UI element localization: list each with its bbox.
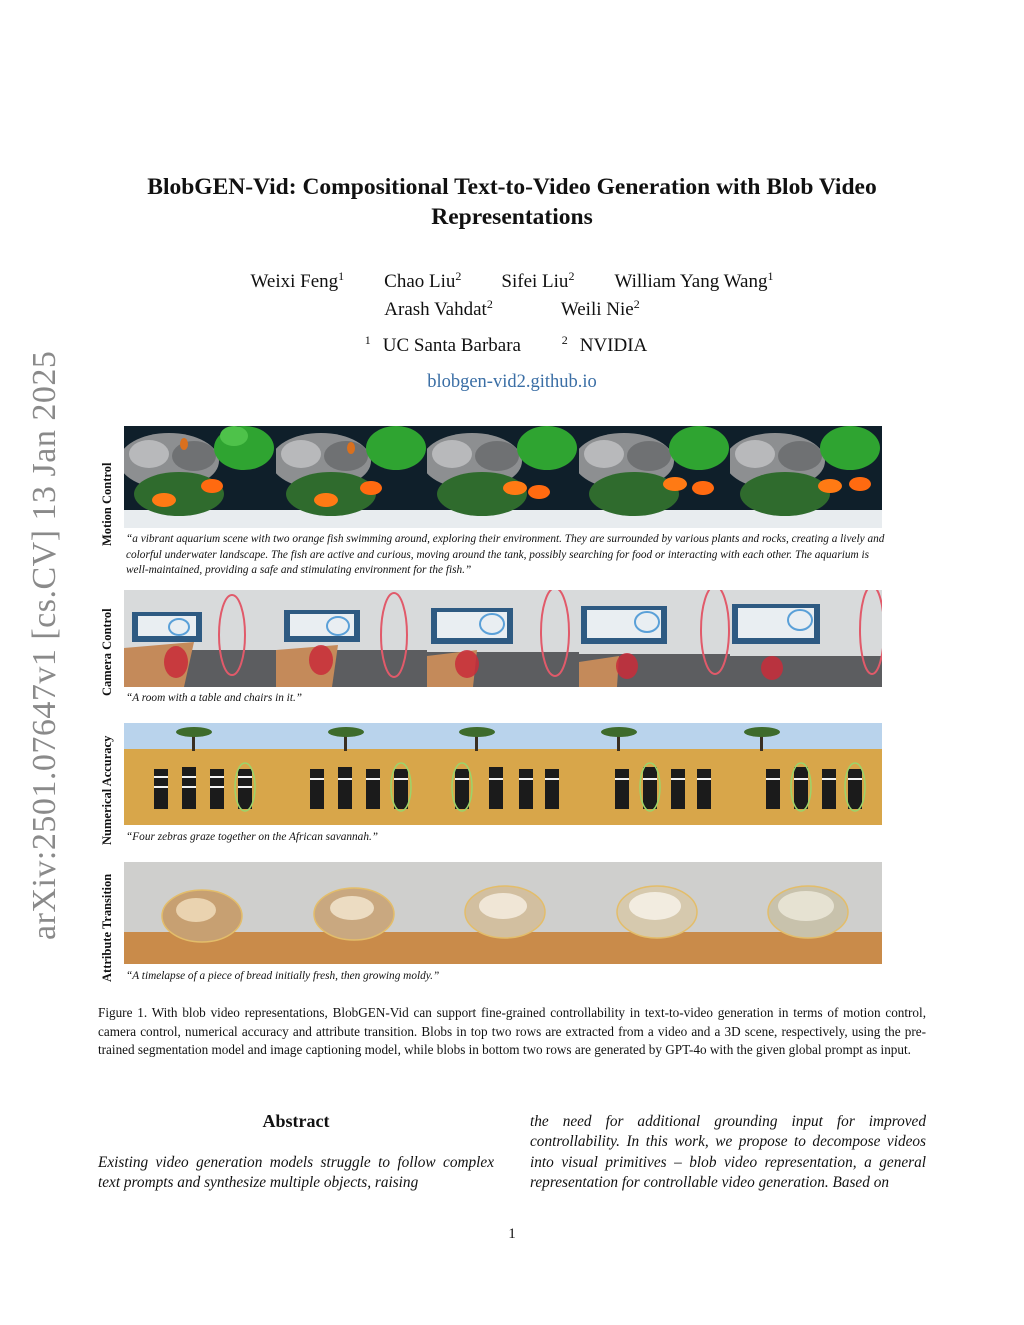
video-frame: [124, 590, 276, 687]
video-frame: [579, 862, 731, 964]
author: Chao Liu$^2$: [384, 269, 462, 292]
figure-row-motion-control: [98, 426, 898, 586]
video-frame: [730, 723, 882, 825]
affiliation: $^1$ UC Santa Barbara: [364, 333, 521, 356]
video-frame: [276, 426, 428, 528]
row-label: Motion Control: [100, 462, 114, 546]
video-frame: [124, 862, 276, 964]
frame-strip: [124, 590, 882, 687]
prompt-caption: “a vibrant aquarium scene with two orange fish swimming around, exploring their environment. They are surrounded by various plants and rocks, creating a lively and colorful underwater landscape. The fish are active and curious, moving around the tank, possibly searching for food or interacting with each other. The aquarium is well-maintained, providing a safe and stimulating environment for the fish.”: [126, 533, 885, 577]
abstract-text-right: the need for additional grounding input for improved controllability. In this work, we propose to decompose videos into visual primitives – blob video representation, a general representation for controllable video generation. Based on: [530, 1113, 926, 1191]
frame-strip: [124, 426, 882, 528]
video-frame: [730, 862, 882, 964]
row-label: Attribute Transition: [100, 873, 114, 982]
affiliations: [100, 335, 924, 357]
prompt-caption: “A room with a table and chairs in it.”: [126, 692, 303, 704]
abstract-heading: Abstract: [262, 1111, 330, 1131]
abstract-text-left: Existing video generation models struggle to follow complex text prompts and synthesize multiple objects, raising: [98, 1154, 494, 1192]
author-list: [100, 268, 924, 324]
video-frame: [124, 723, 276, 825]
video-frame: [276, 723, 428, 825]
video-frame: [124, 426, 276, 528]
author: Arash Vahdat$^2$: [384, 297, 493, 320]
row-label: Camera Control: [100, 608, 114, 696]
prompt-caption: “Four zebras graze together on the African savannah.”: [126, 831, 379, 843]
author: Weixi Feng$^1$: [250, 269, 345, 292]
figure-caption: Figure 1. With blob video representations, BlobGEN-Vid can support fine-grained controllability in text-to-video generation in terms of motion control, camera control, numerical accuracy and attribute transition. Blobs in top two rows are extracted from a video and a 3D scene, respectively, using the pre-trained segmentation model and image captioning model, while blobs in bottom two rows are generated by GPT-4o with the given global prompt as input.: [98, 1005, 926, 1057]
video-frame: [579, 590, 731, 687]
frame-strip: [124, 723, 882, 825]
frame-strip: [124, 862, 882, 964]
video-frame: [427, 862, 579, 964]
video-frame: [427, 723, 579, 825]
video-frame: [579, 426, 731, 528]
project-link[interactable]: blobgen-vid2.github.io: [427, 372, 597, 392]
figure-row-camera-control: [98, 590, 898, 715]
figure-row-attribute-transition: [98, 862, 898, 987]
figure-row-numerical-accuracy: [98, 723, 898, 853]
affiliation: $^2$ NVIDIA: [561, 333, 648, 356]
video-frame: [427, 590, 579, 687]
arxiv-stamp: arXiv:2501.07647v1 [cs.CV] 13 Jan 2025: [26, 350, 63, 940]
author: Sifei Liu$^2$: [501, 269, 575, 292]
prompt-caption: “A timelapse of a piece of bread initially fresh, then growing moldy.”: [126, 970, 440, 982]
author: William Yang Wang$^1$: [614, 269, 774, 292]
paper-title: BlobGEN-Vid: Compositional Text-to-Video Generation with Blob Video Representations: [147, 174, 877, 230]
video-frame: [276, 590, 428, 687]
video-frame: [579, 723, 731, 825]
video-frame: [427, 426, 579, 528]
video-frame: [730, 426, 882, 528]
video-frame: [730, 590, 882, 687]
page-number: 1: [508, 1226, 516, 1242]
row-label: Numerical Accuracy: [100, 735, 114, 845]
video-frame: [276, 862, 428, 964]
author: Weili Nie$^2$: [560, 297, 640, 320]
